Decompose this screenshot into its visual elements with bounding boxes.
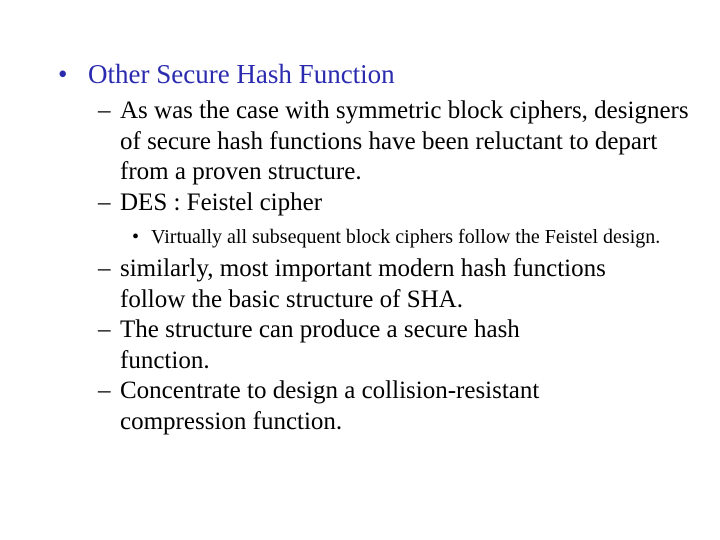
list-item-text: As was the case with symmetric block ciphers, designers of secure hash functions have been reluctant to depart from a proven structure.	[120, 97, 689, 185]
sub-list-item-text: Virtually all subsequent block ciphers follow the Feistel design.	[151, 226, 661, 248]
dash-marker: –	[98, 316, 111, 343]
list-item-text: The structure can produce a secure hash function.	[120, 316, 520, 374]
heading-bullet-item	[58, 58, 395, 91]
dash-marker: –	[98, 97, 111, 124]
list-item	[98, 254, 698, 315]
dash-marker: –	[98, 188, 111, 216]
sub-bullet-marker: •	[132, 226, 140, 248]
heading-text: Other Secure Hash Function	[88, 59, 395, 89]
list-item-text: DES : Feistel cipher	[120, 188, 323, 216]
sub-list-item	[132, 225, 698, 250]
bullet-list	[98, 96, 698, 437]
list-item-text: similarly, most important modern hash functions follow the basic structure of SHA.	[120, 255, 606, 313]
list-item	[98, 376, 698, 437]
heading-bullet: •	[58, 59, 68, 89]
dash-marker: –	[98, 255, 111, 282]
list-item	[98, 188, 698, 219]
dash-marker: –	[98, 377, 111, 404]
list-item	[98, 315, 698, 376]
list-item-text: Concentrate to design a collision-resistant compression function.	[120, 377, 540, 435]
list-item	[98, 96, 698, 188]
